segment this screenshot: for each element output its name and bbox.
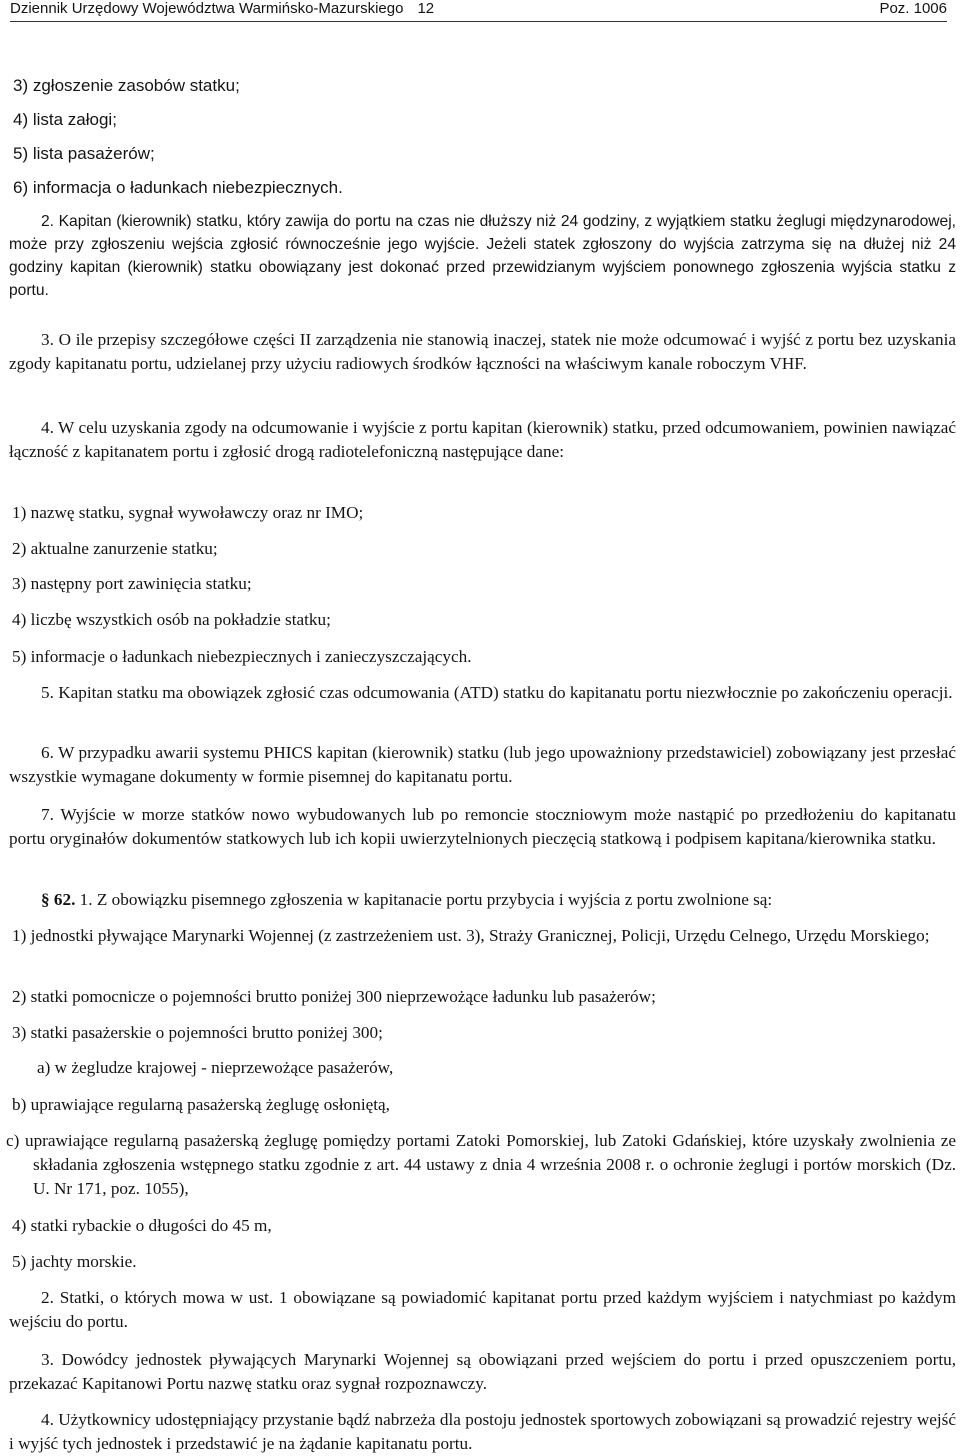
paragraph-2 — [9, 210, 956, 302]
page-number: 12 — [417, 0, 435, 17]
list-item: 5) lista pasażerów; — [13, 144, 155, 163]
paragraph-6 — [9, 741, 956, 789]
section-text: 1. Z obowiązku pisemnego zgłoszenia w kapitanacie portu przybycia i wyjścia z portu zwolnione są: — [79, 890, 773, 909]
list-item: 6) informacja o ładunkach niebezpiecznych. — [13, 178, 343, 197]
paragraph-text: 3. Dowódcy jednostek pływających Marynarki Wojennej są obowiązani przed wejściem do portu i przed opuszczeniem portu, przekazać Kapitanowi Portu nazwę statku oraz sygnał rozpoznawczy. — [9, 1350, 956, 1393]
list-item: 3) statki pasażerskie o pojemności brutto poniżej 300; — [12, 1023, 383, 1042]
list-item: 1) nazwę statku, sygnał wywoławczy oraz nr IMO; — [12, 503, 364, 522]
header-left — [10, 0, 434, 17]
header-rule — [10, 21, 947, 22]
paragraph-text: 6. W przypadku awarii systemu PHICS kapitan (kierownik) statku (lub jego upoważniony przedstawiciel) zobowiązany jest przesłać wszystkie wymagane dokumenty w formie pisemnej do kapitanatu portu. — [9, 743, 956, 786]
section-number: § 62. — [41, 890, 76, 909]
list-item: 5) jachty morskie. — [12, 1252, 137, 1271]
paragraph-text: 4. Użytkownicy udostępniający przystanie bądź nabrzeża dla postoju jednostek sportowych zobowiązani są prowadzić rejestry wejść i wyjść tych jednostek i przedstawić je na żądanie kapitanatu portu. — [9, 1410, 956, 1453]
paragraph-5 — [9, 681, 956, 705]
paragraph-text: 2. Kapitan (kierownik) statku, który zawija do portu na czas nie dłuższy niż 24 godziny, z wyjątkiem statku żeglugi międzynarodowej, może przy zgłoszeniu wejścia zgłosić równocześnie jego wyjście. Jeżeli statek zgłoszony do wyjścia zatrzyma się na dłużej niż 24 godziny kapitan (kierownik) statku obowiązany jest dokonać przed przewidzianym wyjściem ponownego zgłoszenia wyjścia statku z portu. — [9, 213, 956, 299]
list-item: a) w żegludze krajowej - nieprzewożące pasażerów, — [37, 1058, 394, 1077]
paragraph-3 — [9, 328, 956, 376]
list-item: 3) następny port zawinięcia statku; — [12, 574, 252, 593]
list-item: b) uprawiające regularną pasażerską żeglugę osłoniętą, — [12, 1095, 390, 1114]
paragraph-4 — [9, 416, 956, 464]
list-item: 4) liczbę wszystkich osób na pokładzie statku; — [12, 610, 331, 629]
list-item: 5) informacje o ładunkach niebezpiecznych i zanieczyszczających. — [12, 647, 472, 666]
paragraph-62-3 — [9, 1348, 956, 1396]
paragraph-text: 5. Kapitan statku ma obowiązek zgłosić czas odcumowania (ATD) statku do kapitanatu portu niezwłocznie po zakończeniu operacji. — [41, 683, 953, 702]
list-item: 1) jednostki pływające Marynarki Wojennej (z zastrzeżeniem ust. 3), Straży Granicznej, Policji, Urzędu Celnego, Urzędu Morskiego; — [12, 926, 930, 945]
list-item: 4) lista załogi; — [13, 110, 117, 129]
list-item: 4) statki rybackie o długości do 45 m, — [12, 1216, 272, 1235]
paragraph-7 — [9, 803, 956, 851]
paragraph-text: 2. Statki, o których mowa w ust. 1 obowiązane są powiadomić kapitanat portu przed każdym wyjściem i natychmiast po każdym wejściu do portu. — [9, 1288, 956, 1331]
list-item: 3) zgłoszenie zasobów statku; — [13, 76, 240, 95]
paragraph-62-2 — [9, 1286, 956, 1334]
paragraph-text: 4. W celu uzyskania zgody na odcumowanie i wyjście z portu kapitan (kierownik) statku, przed odcumowaniem, powinien nawiązać łączność z kapitanatem portu i zgłosić drogą radiotelefoniczną następujące dane: — [9, 418, 956, 461]
page-header — [10, 0, 947, 19]
journal-title: Dziennik Urzędowy Województwa Warmińsko-Mazurskiego — [10, 0, 404, 17]
paragraph-text: 7. Wyjście w morze statków nowo wybudowanych lub po remoncie stoczniowym może nastąpić po przedłożeniu do kapitanatu portu oryginałów dokumentów statkowych lub ich kopii uwierzytelnionych pieczęcią statkową i podpisem kapitana/kierownika statku. — [9, 805, 956, 848]
position-number: Poz. 1006 — [879, 0, 947, 17]
list-item: 2) statki pomocnicze o pojemności brutto poniżej 300 nieprzewożące ładunku lub pasażerów; — [12, 987, 656, 1006]
paragraph-text: 3. O ile przepisy szczegółowe części II zarządzenia nie stanowią inaczej, statek nie może odcumować i wyjść z portu bez uzyskania zgody kapitanatu portu, udzielanej przy użyciu radiowych środków łączności na właściwym kanale roboczym VHF. — [9, 330, 956, 373]
section-62 — [9, 888, 956, 912]
list-item: 2) aktualne zanurzenie statku; — [12, 539, 218, 558]
list-item: c) uprawiające regularną pasażerską żeglugę pomiędzy portami Zatoki Pomorskiej, lub Zatoki Gdańskiej, które uzyskały zwolnienia ze składania zgłoszenia wstępnego statku zgodnie z art. 44 ustawy z dnia 4 września 2008 r. o ochronie żeglugi i portów morskich (Dz. U. Nr 171, poz. 1055), — [6, 1131, 956, 1198]
paragraph-62-4 — [9, 1408, 956, 1456]
